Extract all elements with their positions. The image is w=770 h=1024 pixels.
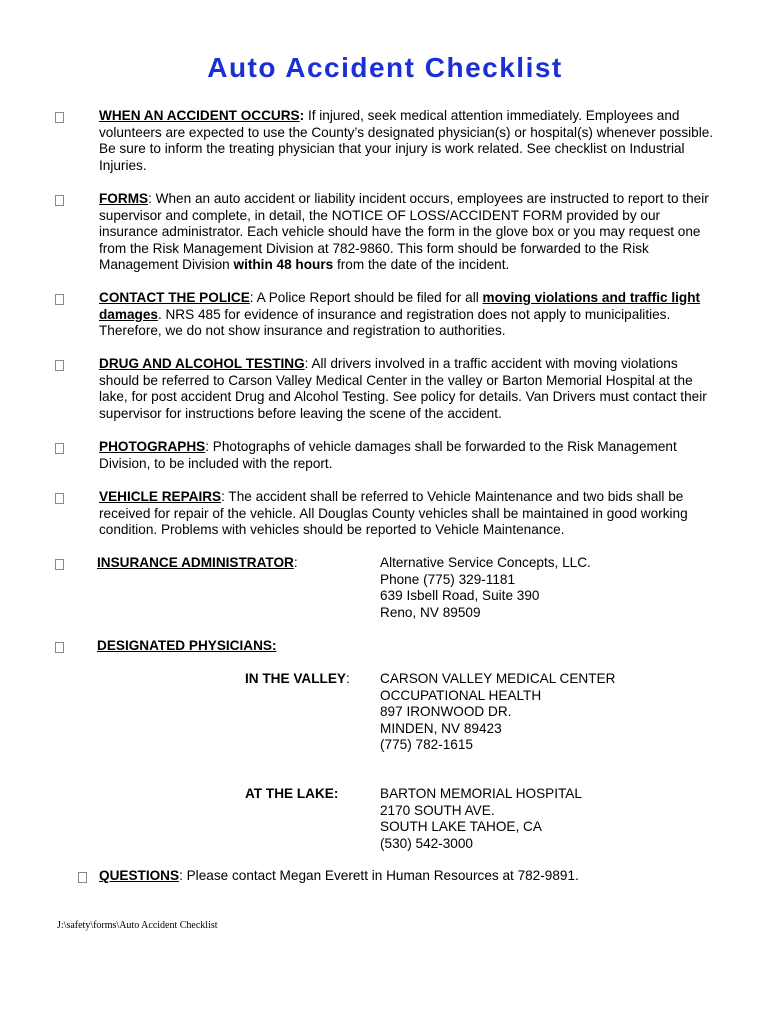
section-heading: WHEN AN ACCIDENT OCCURS [99,108,300,123]
text-line: from the Risk Management Division at 782-9860. This form should be forwarded to the Risk [99,240,649,256]
colon: : [293,555,298,570]
address-line: CARSON VALLEY MEDICAL CENTER [380,671,616,686]
checkbox-icon[interactable] [55,112,64,123]
text-line: : Please contact Megan Everett in Human Resources at 782-9891. [179,868,579,883]
text-line: When an auto accident or liability incident occurs, employees are instructed to report to their [155,191,709,206]
section-heading: CONTACT THE POLICE [99,290,250,305]
text-line: : The accident shall be referred to Vehicle Maintenance and two bids shall be [221,489,684,504]
section-heading: DRUG AND ALCOHOL TESTING [99,356,305,371]
checkbox-icon[interactable] [55,294,64,305]
questions-text [99,868,579,885]
section-photos-text [99,439,734,472]
valley-address [380,671,615,754]
file-path-footer: J:\safety\forms\Auto Accident Checklist [57,920,218,931]
text-line: volunteers are expected to use the County’s designated physician(s) or hospital(s) whenever possible. [99,124,714,140]
insurance-label [97,555,298,572]
text-line: from the date of the incident. [333,257,510,273]
address-line: MINDEN, NV 89423 [380,720,502,736]
section-heading: INSURANCE ADMINISTRATOR [97,555,294,570]
text-line: . NRS 485 for evidence of insurance and registration does not apply to municipalities. [157,306,671,322]
text-line: supervisor for instructions before leaving the scene of the accident. [99,405,502,421]
colon: : [345,671,350,686]
section-heading: QUESTIONS [99,868,180,883]
section-heading: VEHICLE REPAIRS [99,489,222,504]
text-line: lake, for post accident Drug and Alcohol Testing. See policy for details. Van Drivers must contact their [99,389,707,405]
address-line: Alternative Service Concepts, LLC. [380,555,591,570]
address-line: (775) 782-1615 [380,737,473,753]
section-accident-text: WHEN AN ACCIDENT OCCURS: If injured, seek medical attention immediately. Employees and volunteers are expected to use the County’s designated physician(s) or hospital(s) whenever possible. Be sure to inform the treating physician that your injury is work related. See checklist on Industrial Injuries. [99,108,734,174]
emphasis-text: damages [99,306,158,322]
checkbox-icon[interactable] [78,872,87,883]
text-line: should be referred to Carson Valley Medical Center in the valley or Barton Memorial Hospital at the [99,372,693,388]
address-line: (530) 542-3000 [380,835,473,851]
text-line: If injured, seek medical attention immediately. Employees and [307,108,680,123]
section-heading: PHOTOGRAPHS [99,439,206,454]
lake-address [380,786,582,852]
checkbox-icon[interactable] [55,559,64,570]
text-line: : A Police Report should be filed for all [249,290,483,305]
lake-label: AT THE LAKE: [245,786,339,801]
checkbox-icon[interactable] [55,642,64,653]
valley-label-text: IN THE VALLEY [245,671,346,686]
checkbox-icon[interactable] [55,443,64,454]
text-line: Be sure to inform the treating physician that your injury is work related. See checklist on Industrial [99,141,685,157]
section-repairs-text [99,489,734,539]
text-line: : Photographs of vehicle damages shall be forwarded to the Risk Management [205,439,677,454]
address-line: 897 IRONWOOD DR. [380,704,512,720]
address-line: Reno, NV 89509 [380,604,481,620]
text-line: condition. Problems with vehicles should be reported to Vehicle Maintenance. [99,522,565,538]
address-line: SOUTH LAKE TAHOE, CA [380,819,542,835]
address-line: 2170 SOUTH AVE. [380,802,495,818]
address-line: Phone (775) 329-1181 [380,571,516,587]
address-line: BARTON MEMORIAL HOSPITAL [380,786,582,801]
text-line: : All drivers involved in a traffic accident with moving violations [304,356,678,371]
checkbox-icon[interactable] [55,195,64,206]
insurance-address [380,555,591,621]
text-line: received for repair of the vehicle. All Douglas County vehicles shall be maintained in good working [99,505,688,521]
section-heading: FORMS [99,191,149,206]
emphasis-text: moving violations and traffic light [482,290,701,305]
text-line: Management Division [99,257,234,273]
address-line: OCCUPATIONAL HEALTH [380,687,542,703]
page-title: Auto Accident Checklist [207,52,563,83]
checkbox-icon[interactable] [55,360,64,371]
section-drug-text [99,356,734,422]
checkbox-icon[interactable] [55,493,64,504]
valley-label [245,671,350,688]
text-line: supervisor and complete, in detail, the NOTICE OF LOSS/ACCIDENT FORM provided by our [99,207,661,223]
section-police-text [99,290,734,340]
text-line: Division, to be included with the report. [99,455,333,471]
section-heading: DESIGNATED PHYSICIANS: [97,638,277,653]
deadline-text: within 48 hours [233,257,334,273]
text-line: Injuries. [99,157,147,173]
section-forms-text: FORMS: When an auto accident or liability incident occurs, employees are instructed to report to their supervisor and complete, in detail, the NOTICE OF LOSS/ACCIDENT FORM provided by our insurance administrator. Each vehicle should have the form in the glove box or you may request one from the Risk Management Division at 782-9860. This form should be forwarded to the Risk Management Division within 48 hours from the date of the incident. [99,191,734,274]
text-line: insurance administrator. Each vehicle should have the form in the glove box or you may request one [99,224,701,240]
text-line: Therefore, we do not show insurance and registration to authorities. [99,323,506,339]
address-line: 639 Isbell Road, Suite 390 [380,588,540,604]
